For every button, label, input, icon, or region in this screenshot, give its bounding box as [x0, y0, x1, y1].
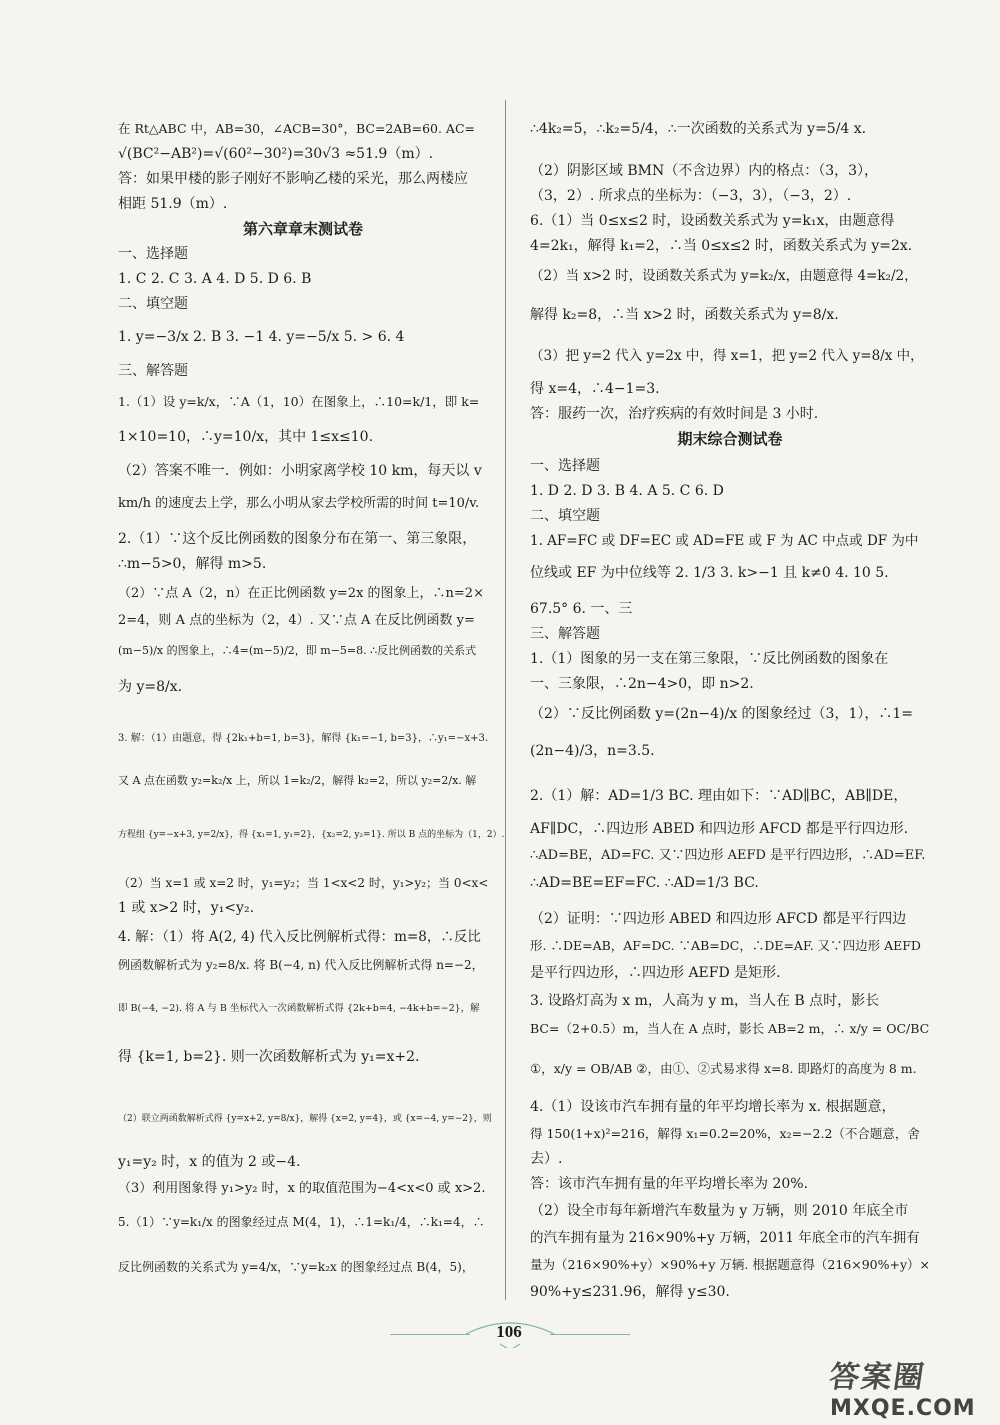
- text-line: 3. 设路灯高为 x m，人高为 y m，当人在 B 点时，影长: [530, 993, 880, 1009]
- footer-ornament-left: [390, 1334, 470, 1335]
- text-line: 二、填空题: [118, 296, 188, 312]
- text-line: 又 A 点在函数 y₂=k₂/x 上，所以 1=k₂/2，解得 k₂=2，所以 y₂=2/x. 解: [118, 774, 477, 787]
- text-line: ∴4k₂=5，∴k₂=5/4，∴一次函数的关系式为 y=5/4 x.: [530, 121, 867, 137]
- text-line: 形. ∴DE=AB，AF=DC. ∵AB=DC，∴DE=AF. 又∵四边形 AEFD: [530, 938, 921, 953]
- text-line: 4. 解：（1）将 A(2, 4) 代入反比例解析式得：m=8，∴反比: [118, 929, 481, 945]
- text-line: AF∥DC，∴四边形 ABED 和四边形 AFCD 都是平行四边形.: [530, 821, 909, 837]
- text-line: ∴m−5>0，解得 m>5.: [118, 556, 267, 572]
- text-line: 答：服药一次，治疗疾病的有效时间是 3 小时.: [530, 406, 819, 422]
- text-line: 即 B(−4, −2). 将 A 与 B 坐标代入一次函数解析式得 {2k+b=4, −4k+b=−2}，解: [118, 1003, 480, 1014]
- text-line: 1. y=−3/x 2. B 3. −1 4. y=−5/x 5. > 6. 4: [118, 329, 405, 345]
- text-line: (2n−4)/3，n=3.5.: [530, 743, 655, 759]
- text-line: （3）利用图象得 y₁>y₂ 时，x 的取值范围为−4<x<0 或 x>2.: [118, 1181, 486, 1196]
- text-line: BC=（2+0.5）m，当人在 A 点时，影长 AB=2 m，∴ x/y = OC/BC: [530, 1021, 930, 1036]
- text-line: （2）当 x>2 时，设函数关系式为 y=k₂/x，由题意得 4=k₂/2，: [530, 268, 918, 284]
- text-line: 4=2k₁，解得 k₁=2，∴当 0≤x≤2 时，函数关系式为 y=2x.: [530, 238, 913, 254]
- text-line: 解得 k₂=8，∴当 x>2 时，函数关系式为 y=8/x.: [530, 307, 839, 323]
- text-line: ∴AD=BE，AD=FC. 又∵四边形 AEFD 是平行四边形，∴AD=EF.: [530, 848, 926, 863]
- page-number: 106: [496, 1322, 522, 1341]
- watermark-url: MXQE.COM: [830, 1396, 976, 1421]
- text-line: 是平行四边形，∴四边形 AEFD 是矩形.: [530, 965, 781, 981]
- text-line: 三、解答题: [530, 626, 600, 642]
- text-line: （2）证明：∵四边形 ABED 和四边形 AFCD 都是平行四边: [530, 911, 907, 927]
- text-line: 二、填空题: [530, 508, 600, 524]
- text-line: 方程组 {y=−x+3, y=2/x}，得 {x₁=1, y₁=2}，{x₂=2, y₂=1}. 所以 B 点的坐标为（1，2）.: [118, 830, 505, 840]
- text-line: 三、解答题: [118, 363, 188, 379]
- text-line: 得 {k=1, b=2}. 则一次函数解析式为 y₁=x+2.: [118, 1049, 420, 1065]
- text-line: 2.（1）∵这个反比例函数的图象分布在第一、第三象限，: [118, 531, 477, 547]
- text-line: 90%+y≤231.96，解得 y≤30.: [530, 1284, 730, 1300]
- text-line: 2=4，则 A 点的坐标为（2，4）. 又∵点 A 在反比例函数 y=: [118, 613, 475, 628]
- text-line: km/h 的速度去上学，那么小明从家去学校所需的时间 t=10/v.: [118, 496, 480, 511]
- text-line: 得 150(1+x)²=216，解得 x₁=0.2=20%，x₂=−2.2（不合题意，舍: [530, 1126, 920, 1141]
- section-title: 期末综合测试卷: [677, 430, 783, 448]
- text-line: 相距 51.9（m）.: [118, 196, 228, 212]
- text-line: 1. C 2. C 3. A 4. D 5. D 6. B: [118, 271, 312, 287]
- text-line: 为 y=8/x.: [118, 679, 183, 695]
- text-line: 5.（1）∵y=k₁/x 的图象经过点 M(4，1)，∴1=k₁/4，∴k₁=4，∴: [118, 1215, 485, 1229]
- watermark-logo: [827, 1352, 990, 1421]
- text-line: 一、选择题: [530, 458, 600, 474]
- text-line: 1 或 x>2 时，y₁<y₂.: [118, 900, 255, 916]
- text-line: 1.（1）图象的另一支在第三象限，∵反比例函数的图象在: [530, 651, 889, 667]
- section-title: 第六章章末测试卷: [242, 220, 363, 238]
- text-line: 1×10=10，∴y=10/x，其中 1≤x≤10.: [118, 429, 374, 445]
- text-line: （2）联立两函数解析式得 {y=x+2, y=8/x}，解得 {x=2, y=4}，或 {x=−4, y=−2}，则: [118, 1114, 492, 1124]
- text-line: （2）∵反比例函数 y=(2n−4)/x 的图象经过（3，1），∴1=: [530, 706, 913, 722]
- text-line: 答：该市汽车拥有量的年平均增长率为 20%.: [530, 1176, 809, 1192]
- watermark-text: 答案圈: [827, 1360, 928, 1395]
- text-line: （2）当 x=1 或 x=2 时，y₁=y₂；当 1<x<2 时，y₁>y₂；当 0<x<: [118, 876, 489, 890]
- text-line: 4.（1）设该市汽车拥有量的年平均增长率为 x. 根据题意，: [530, 1099, 896, 1115]
- text-line: y₁=y₂ 时，x 的值为 2 或−4.: [118, 1154, 301, 1170]
- text-line: （2）阴影区域 BMN（不含边界）内的格点：（3，3），: [530, 163, 879, 179]
- text-line: 在 Rt△ABC 中，AB=30，∠ACB=30°，BC=2AB=60. AC=: [118, 121, 475, 136]
- text-line: 量为（216×90%+y）×90%+y 万辆. 根据题意得（216×90%+y）×: [530, 1257, 930, 1272]
- text-line: ①，x/y = OB/AB ②，由①、②式易求得 x=8. 即路灯的高度为 8 m.: [530, 1061, 917, 1076]
- column-divider: [505, 100, 506, 1300]
- text-line: √(BC²−AB²)=√(60²−30²)=30√3 ≈51.9（m）.: [118, 146, 434, 162]
- text-line: （2）设全市每年新增汽车数量为 y 万辆，则 2010 年底全市: [530, 1203, 909, 1219]
- text-line: 67.5° 6. 一、三: [530, 601, 633, 617]
- text-line: 1. D 2. D 3. B 4. A 5. C 6. D: [530, 483, 724, 499]
- text-line: ∴AD=BE=EF=FC. ∴AD=1/3 BC.: [530, 875, 759, 891]
- text-line: 一、三象限，∴2n−4>0，即 n>2.: [530, 676, 754, 692]
- footer-ornament-right: [550, 1334, 630, 1335]
- text-line: 2.（1）解：AD=1/3 BC. 理由如下：∵AD∥BC，AB∥DE，: [530, 788, 908, 804]
- text-line: （3）把 y=2 代入 y=2x 中，得 x=1，把 y=2 代入 y=8/x 中，: [530, 348, 924, 364]
- text-line: （2）∵点 A（2，n）在正比例函数 y=2x 的图象上，∴n=2×: [118, 586, 484, 601]
- text-line: （2）答案不唯一．例如：小明家离学校 10 km，每天以 v: [118, 463, 482, 479]
- text-line: 反比例函数的关系式为 y=4/x，∵y=k₂x 的图象经过点 B(4，5)，: [118, 1260, 474, 1274]
- text-line: 1.（1）设 y=k/x，∵A（1，10）在图象上，∴10=k/1，即 k=: [118, 394, 480, 409]
- text-line: （3，2）. 所求点的坐标为：（−3，3），（−3，2）.: [530, 188, 852, 204]
- text-line: (m−5)/x 的图象上，∴4=(m−5)/2，即 m−5=8. ∴反比例函数的关系式: [118, 644, 477, 657]
- text-line: 3. 解：（1）由题意，得 {2k₁+b=1, b=3}，解得 {k₁=−1, b=3}，∴y₁=−x+3.: [118, 733, 489, 744]
- text-line: 得 x=4，∴4−1=3.: [530, 381, 660, 397]
- page-footer: [390, 1318, 630, 1352]
- text-line: 例函数解析式为 y₂=8/x. 将 B(−4, n) 代入反比例解析式得 n=−2，: [118, 958, 484, 972]
- text-line: 6.（1）当 0≤x≤2 时，设函数关系式为 y=k₁x，由题意得: [530, 213, 895, 229]
- text-line: 答：如果甲楼的影子刚好不影响乙楼的采光，那么两楼应: [118, 171, 468, 187]
- text-line: 的汽车拥有量为 216×90%+y 万辆，2011 年底全市的汽车拥有: [530, 1230, 920, 1246]
- text-line: 位线或 EF 为中位线等 2. 1/3 3. k>−1 且 k≠0 4. 10 5.: [530, 565, 889, 581]
- text-line: 一、选择题: [118, 246, 188, 262]
- text-line: 1. AF=FC 或 DF=EC 或 AD=FE 或 F 为 AC 中点或 DF 为中: [530, 533, 919, 549]
- text-line: 去）.: [530, 1151, 563, 1167]
